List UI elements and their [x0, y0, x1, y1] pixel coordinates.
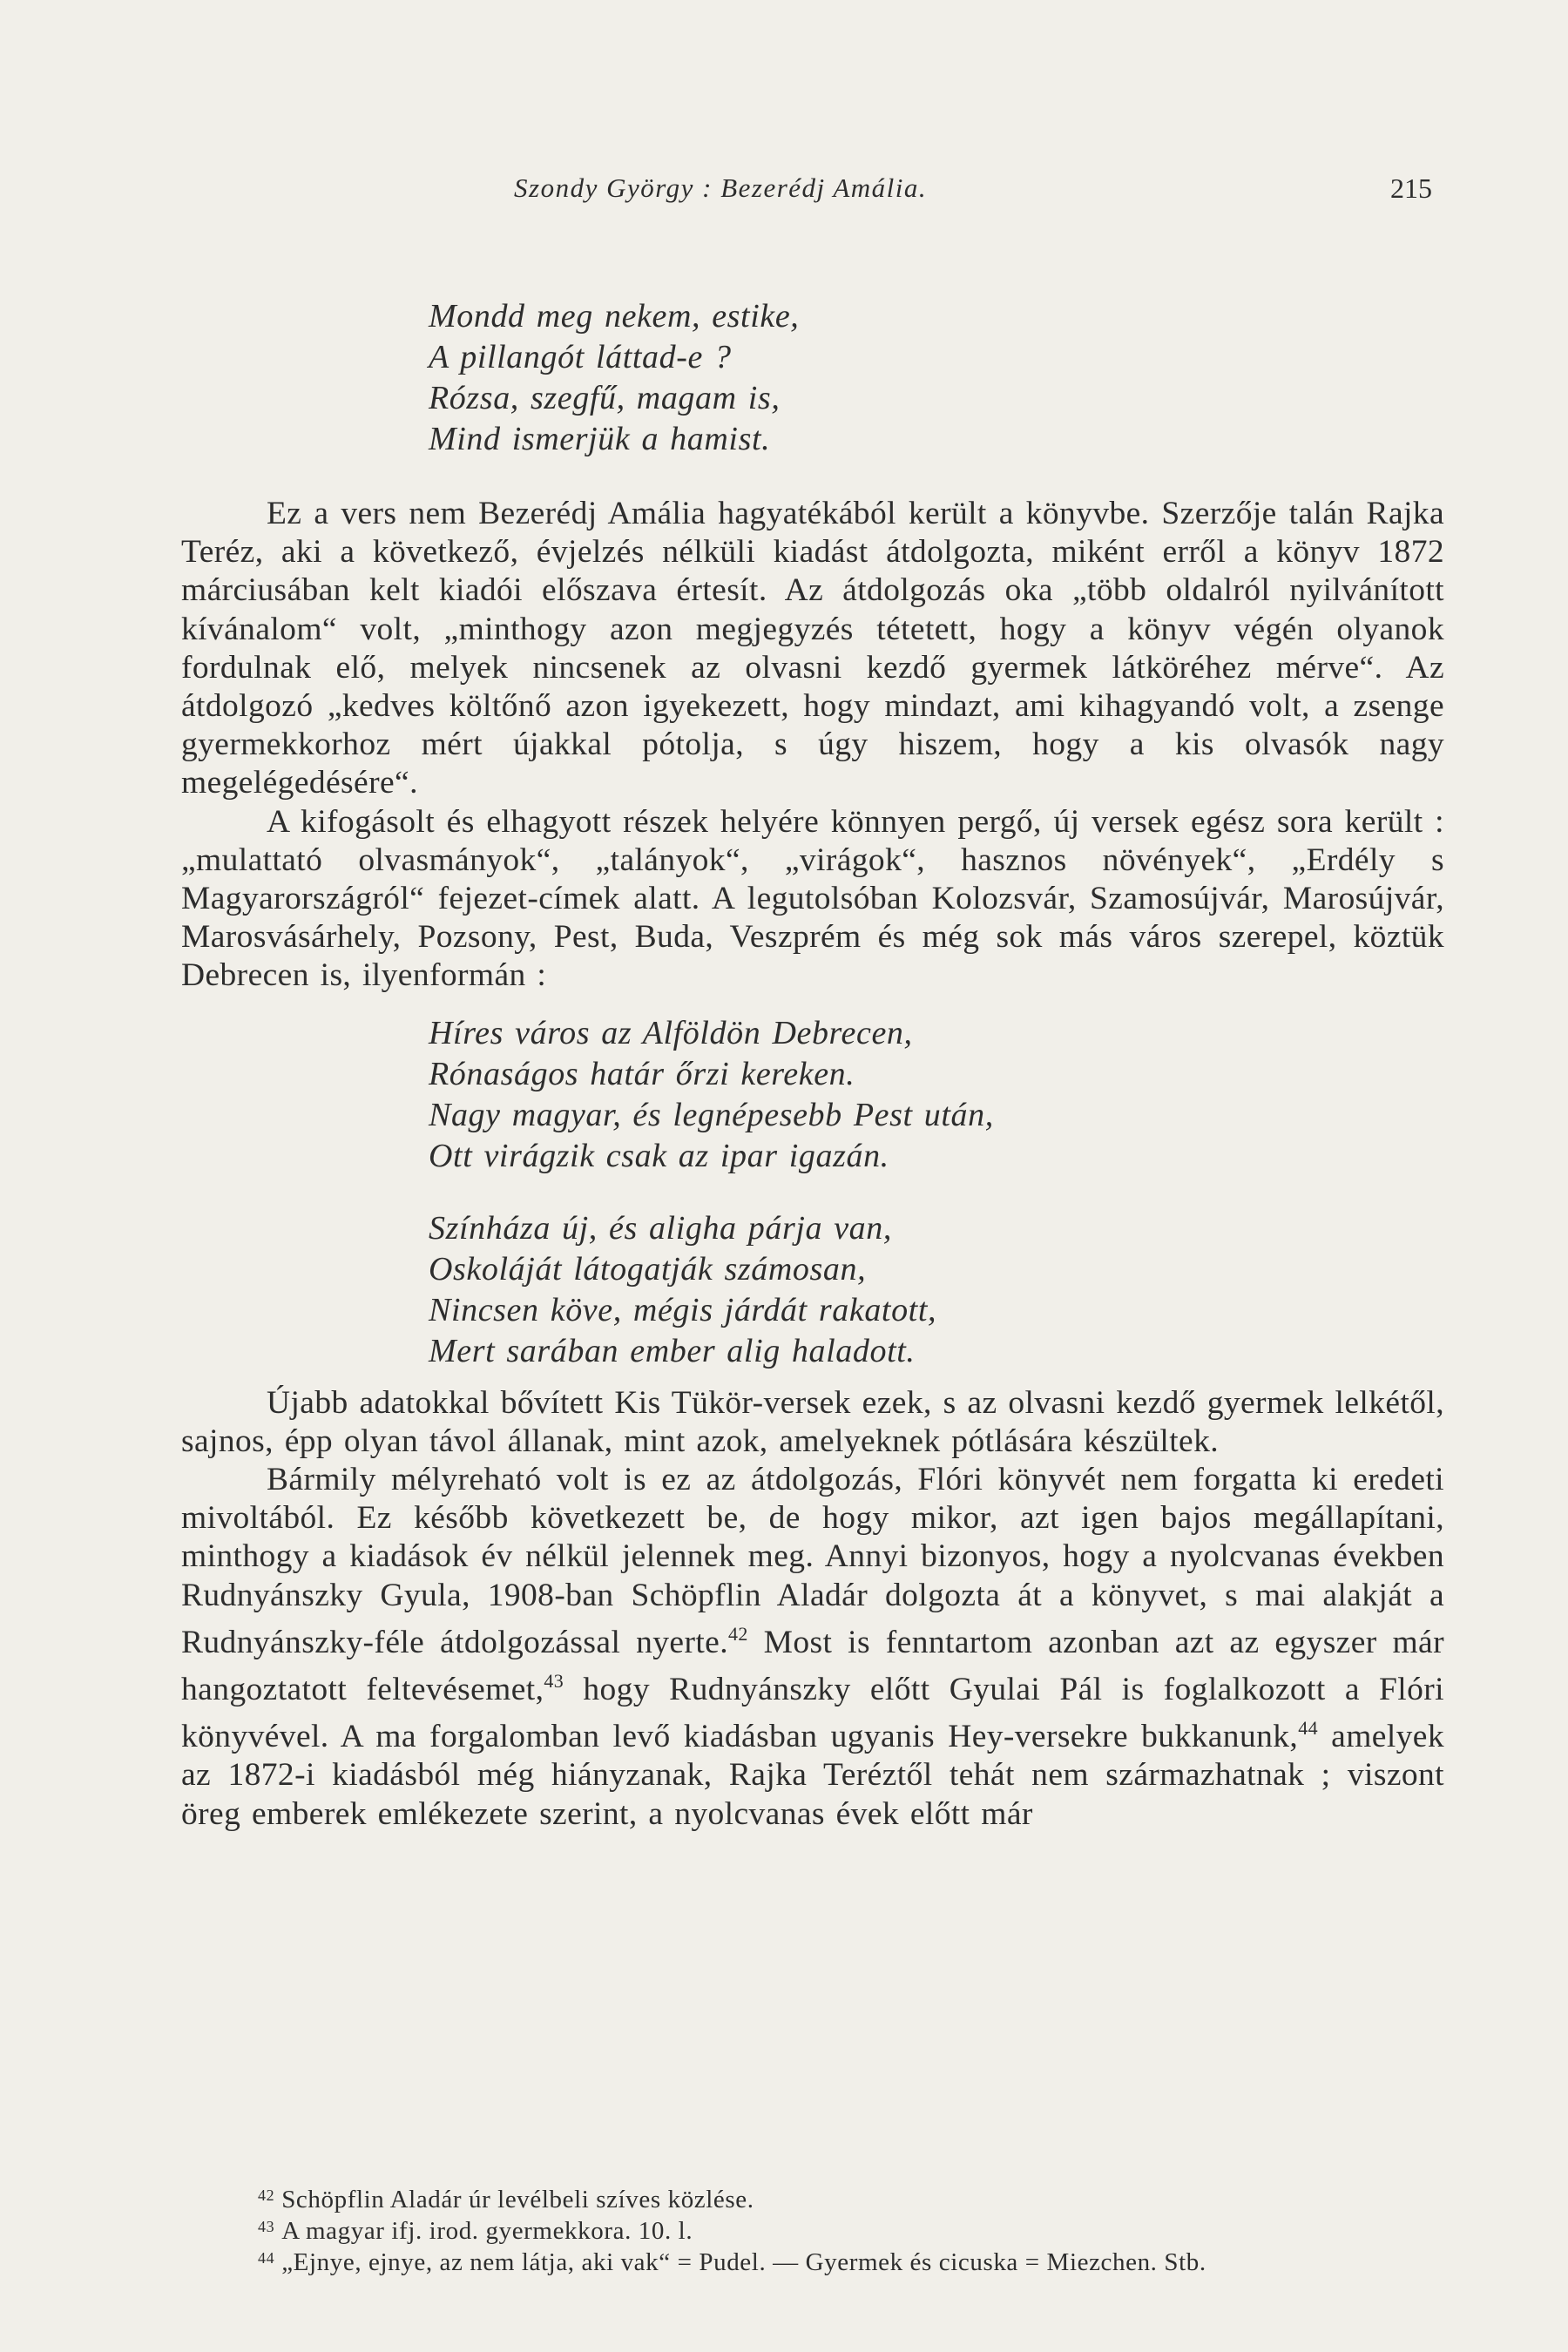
- body-paragraph: A kifogásolt és elhagyott részek helyére könnyen pergő, új versek egész sora került : „mulattató olvasmányok“, „talányok“, „virágok“, hasznos növények“, „Erdély s Magyarországról“ fejezet-címek alatt. A legutolsóban Kolozsvár, Szamosújvár, Marosújvár, Marosvásárhely, Pozsony, Pest, Buda, Veszprém és még sok más város szerepel, köztük Debrecen is, ilyenformán :: [181, 803, 1444, 994]
- poem-stanza: [429, 1013, 1444, 1177]
- poem-line: Ott virágzik csak az ipar igazán.: [429, 1137, 889, 1174]
- poem-line: Mondd meg nekem, estike,: [429, 298, 800, 335]
- poem-line: Nincsen köve, mégis járdát rakatott,: [429, 1291, 937, 1328]
- footnote-text: „Ejnye, ejnye, az nem látja, aki vak“ = Pudel. — Gyermek és cicuska = Miezchen. Stb.: [281, 2248, 1206, 2276]
- body-paragraph: Ez a vers nem Bezerédj Amália hagyatékából került a könyvbe. Szerzője talán Rajka Teréz, aki a következő, évjelzés nélküli kiadást átdolgozta, miként erről a könyv 1872 márciusában kelt kiadói előszava értesít. Az átdolgozás oka „több oldalról nyilvánított kívánalom“ volt, „minthogy azon megjegyzés tétetett, hogy a könyv végén olyanok fordulnak elő, melyek nincsenek az olvasni kezdő gyermek látköréhez mérve“. Az átdolgozó „kedves költőnő azon igyekezett, hogy mindazt, ami kihagyandó volt, a zsenge gyermekkorhoz mért újakkal pótolja, s úgy hiszem, hogy a kis olvasók nagy megelégedésére“.: [181, 496, 1444, 801]
- footnote: [181, 2213, 1444, 2245]
- paragraph-text: amelyek az 1872-i kiadásból még hiányzanak, Rajka Teréztől tehát nem származhatnak ; viszont öreg emberek emlékezete szerint, a nyolcvanas évek előtt már: [181, 1719, 1444, 1832]
- footnote-number: 43: [258, 2218, 275, 2235]
- poem-line: Színháza új, és aligha párja van,: [429, 1209, 892, 1247]
- footnote-text: A magyar ifj. irod. gyermekkora. 10. l.: [281, 2217, 693, 2245]
- paragraph-text: Bármily mélyreható volt is ez az átdolgozás, Flóri könyvét nem forgatta ki eredeti mivoltából. Ez később következett be, de hogy mikor, azt igen bajos megállapítani, minthogy a kiadások év nélkül jelennek meg. Annyi bizonyos, hogy a nyolcvanas években Rudnyánszky Gyula, 1908-ban Schöpflin Aladár dolgozta át a könyvet, s mai alakját a Rudnyánszky-féle átdolgozással nyerte.: [181, 1462, 1444, 1660]
- poem-line: Mert sarában ember alig haladott.: [429, 1332, 916, 1369]
- page-number: 215: [1390, 172, 1432, 204]
- running-head: Szondy György : Bezerédj Amália.: [514, 172, 928, 203]
- paragraph-text: hogy Rudnyánszky előtt Gyulai Pál is foglalkozott a Flóri könyvével. A ma forgalomban levő kiadásban ugyanis Hey-versekre bukkanunk,: [181, 1672, 1444, 1755]
- poem-line: Híres város az Alföldön Debrecen,: [429, 1014, 913, 1051]
- page-header: [0, 172, 1568, 216]
- footnote: [181, 2245, 1444, 2276]
- poem-line: Mind ismerjük a hamist.: [429, 421, 771, 457]
- poem-line: A pillangót láttad-e ?: [429, 339, 732, 375]
- footnote: [181, 2182, 1444, 2213]
- footnote-reference: 42: [727, 1622, 748, 1645]
- body-paragraph: [181, 1461, 1444, 1834]
- poem-stanza: [429, 1208, 1444, 1372]
- footnote-text: Schöpflin Aladár úr levélbeli szíves közlése.: [281, 2186, 754, 2213]
- poem-line: Nagy magyar, és legnépesebb Pest után,: [429, 1096, 994, 1133]
- paragraph-text: Most is fenntartom azonban azt az egyszer már hangoztatott feltevésemet,: [181, 1624, 1444, 1708]
- poem-line: Rónaságos határ őrzi kereken.: [429, 1055, 855, 1092]
- body-paragraph: Újabb adatokkal bővített Kis Tükör-versek ezek, s az olvasni kezdő gyermek lelkétől, sajnos, épp olyan távol állanak, mint azok, amelyeknek pótlására készültek.: [181, 1384, 1444, 1459]
- page-body: [181, 296, 1444, 1834]
- poem-line: Oskoláját látogatják számosan,: [429, 1250, 867, 1288]
- footnote-number: 42: [258, 2186, 275, 2204]
- footnote-list: [181, 2182, 1444, 2276]
- poem-stanza: [429, 296, 1444, 460]
- footnote-reference: 43: [544, 1670, 564, 1693]
- footnote-reference: 44: [1298, 1717, 1318, 1740]
- poem-line: Rózsa, szegfű, magam is,: [429, 380, 781, 416]
- footnote-number: 44: [258, 2249, 275, 2267]
